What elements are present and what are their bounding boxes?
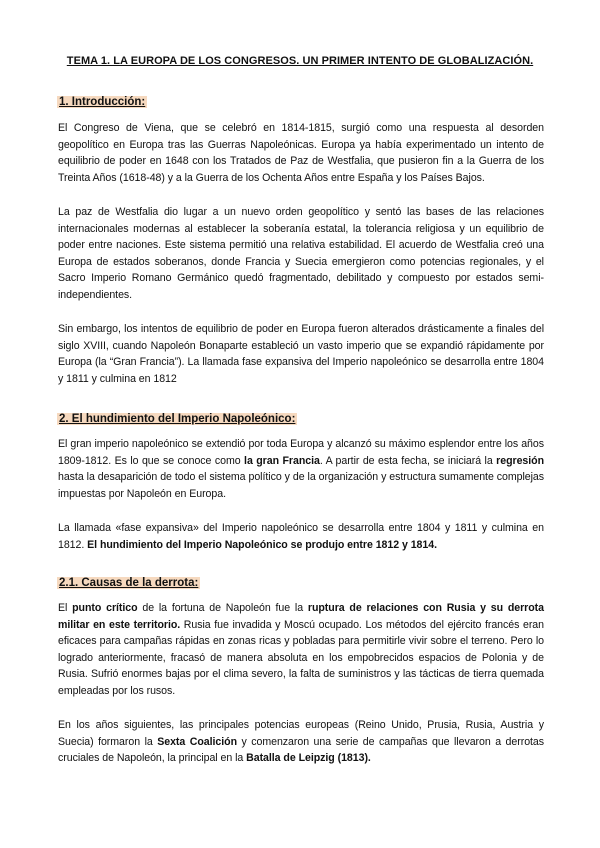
document-title: TEMA 1. LA EUROPA DE LOS CONGRESOS. UN PRIMER INTENTO DE GLOBALIZACIÓN. [66,55,534,67]
text-run: La llamada «fase expansiva» del Imperio napoleónico se desarrolla entre 1804 y 1811 y culmina en 1812. [58,522,544,551]
text-run: de la fortuna de Napoleón fue la [137,602,308,614]
section-heading-causas: 2.1. Causas de la derrota: [59,577,199,589]
text-run: . A partir de esta fecha, se iniciará la [319,454,497,467]
bold-term-ruptura-rusia: ruptura de relaciones con Rusia y su derrota militar en este territorio. [58,602,544,631]
bold-term-regresion: regresión [496,454,544,467]
section-heading-hundimiento: 2. El hundimiento del Imperio Napoleónico: [59,413,296,425]
bold-statement: El hundimiento del Imperio Napoleónico se produjo entre 1812 y 1814. [87,538,437,551]
text-run: y comenzaron una serie de campañas que llevaron a derrotas cruciales de Napoleón, la principal en la [58,735,545,765]
paragraph-causas-1 [58,600,544,700]
paragraph-causas-2 [58,717,544,767]
text-run: hasta la desaparición de todo el sistema político y de la organización y estructura sumamente complejas impuestas por Napoleón en Europa. [58,471,544,500]
text-run: En los años siguientes, las principales potencias europeas (Reino Unido, Prusia, Rusia, Austria y Suecia) formaron la [58,719,544,748]
paragraph-hundimiento-2 [58,520,544,553]
bold-term-sexta-coalicion: Sexta Coalición [157,735,237,748]
paragraph-intro-1: El Congreso de Viena, que se celebró en 1814-1815, surgió como una respuesta al desorden geopolítico en Europa tras las Guerras Napoleónicas. Europa ya había experimentado un intento de equilibrio de poder en 1648 con los Tratados de Paz de Westfalia, que pusieron fin a la Guerra de los Treinta Años (1618-48) y a la Guerra de los Ochenta Años entre España y los Países Bajos. [58,122,544,184]
bold-term-batalla-leipzig: Batalla de Leipzig (1813). [246,752,371,765]
text-run: El [58,602,73,614]
section-heading-introduccion: 1. Introducción: [59,96,146,108]
paragraph-intro-2: La paz de Westfalia dio lugar a un nuevo orden geopolítico y sentó las bases de las relaciones internacionales modernas al establecer la soberanía estatal, la tolerancia religiosa y un equilibrio de poder entre naciones. Este sistema permitió una relativa estabilidad. El acuerdo de Westfalia creó una Europa de estados soberanos, donde Francia y Suecia emergieron como potencias regionales, y el Sacro Imperio Romano Germánico quedó fragmentado, debilitado y compuesto por estados semi-independientes. [58,206,544,301]
bold-term-gran-francia: la gran Francia [244,454,320,467]
paragraph-intro-3: Sin embargo, los intentos de equilibrio de poder en Europa fueron alterados drásticamente a finales del siglo XVIII, cuando Napoleón Bonaparte estableció un vasto imperio que se expandió rápidamente por Europa (la “Gran Francia”). La llamada fase expansiva del Imperio napoleónico se desarrolla entre 1804 y 1811 y culmina en 1812 [58,323,544,385]
paragraph-hundimiento-1 [58,436,544,502]
text-run: Rusia fue invadida y Moscú ocupado. Los métodos del ejército francés eran eficaces para campañas rápidas en zonas ricas y pobladas para permitirle vivir sobre el terreno. Pero lo logrado anteriormente, fracasó de manera absoluta en los empobrecidos espacios de Polonia y de Rusia. Sufrió enormes bajas por el clima severo, la falta de suministros y las tácticas de tierra quemada empleadas por los rusos. [58,618,544,697]
text-run: El gran imperio napoleónico se extendió por toda Europa y alcanzó su máximo esplendor entre los años 1809-1812. Es lo que se conoce como [58,438,544,467]
bold-term-punto-critico: punto crítico [72,602,138,614]
